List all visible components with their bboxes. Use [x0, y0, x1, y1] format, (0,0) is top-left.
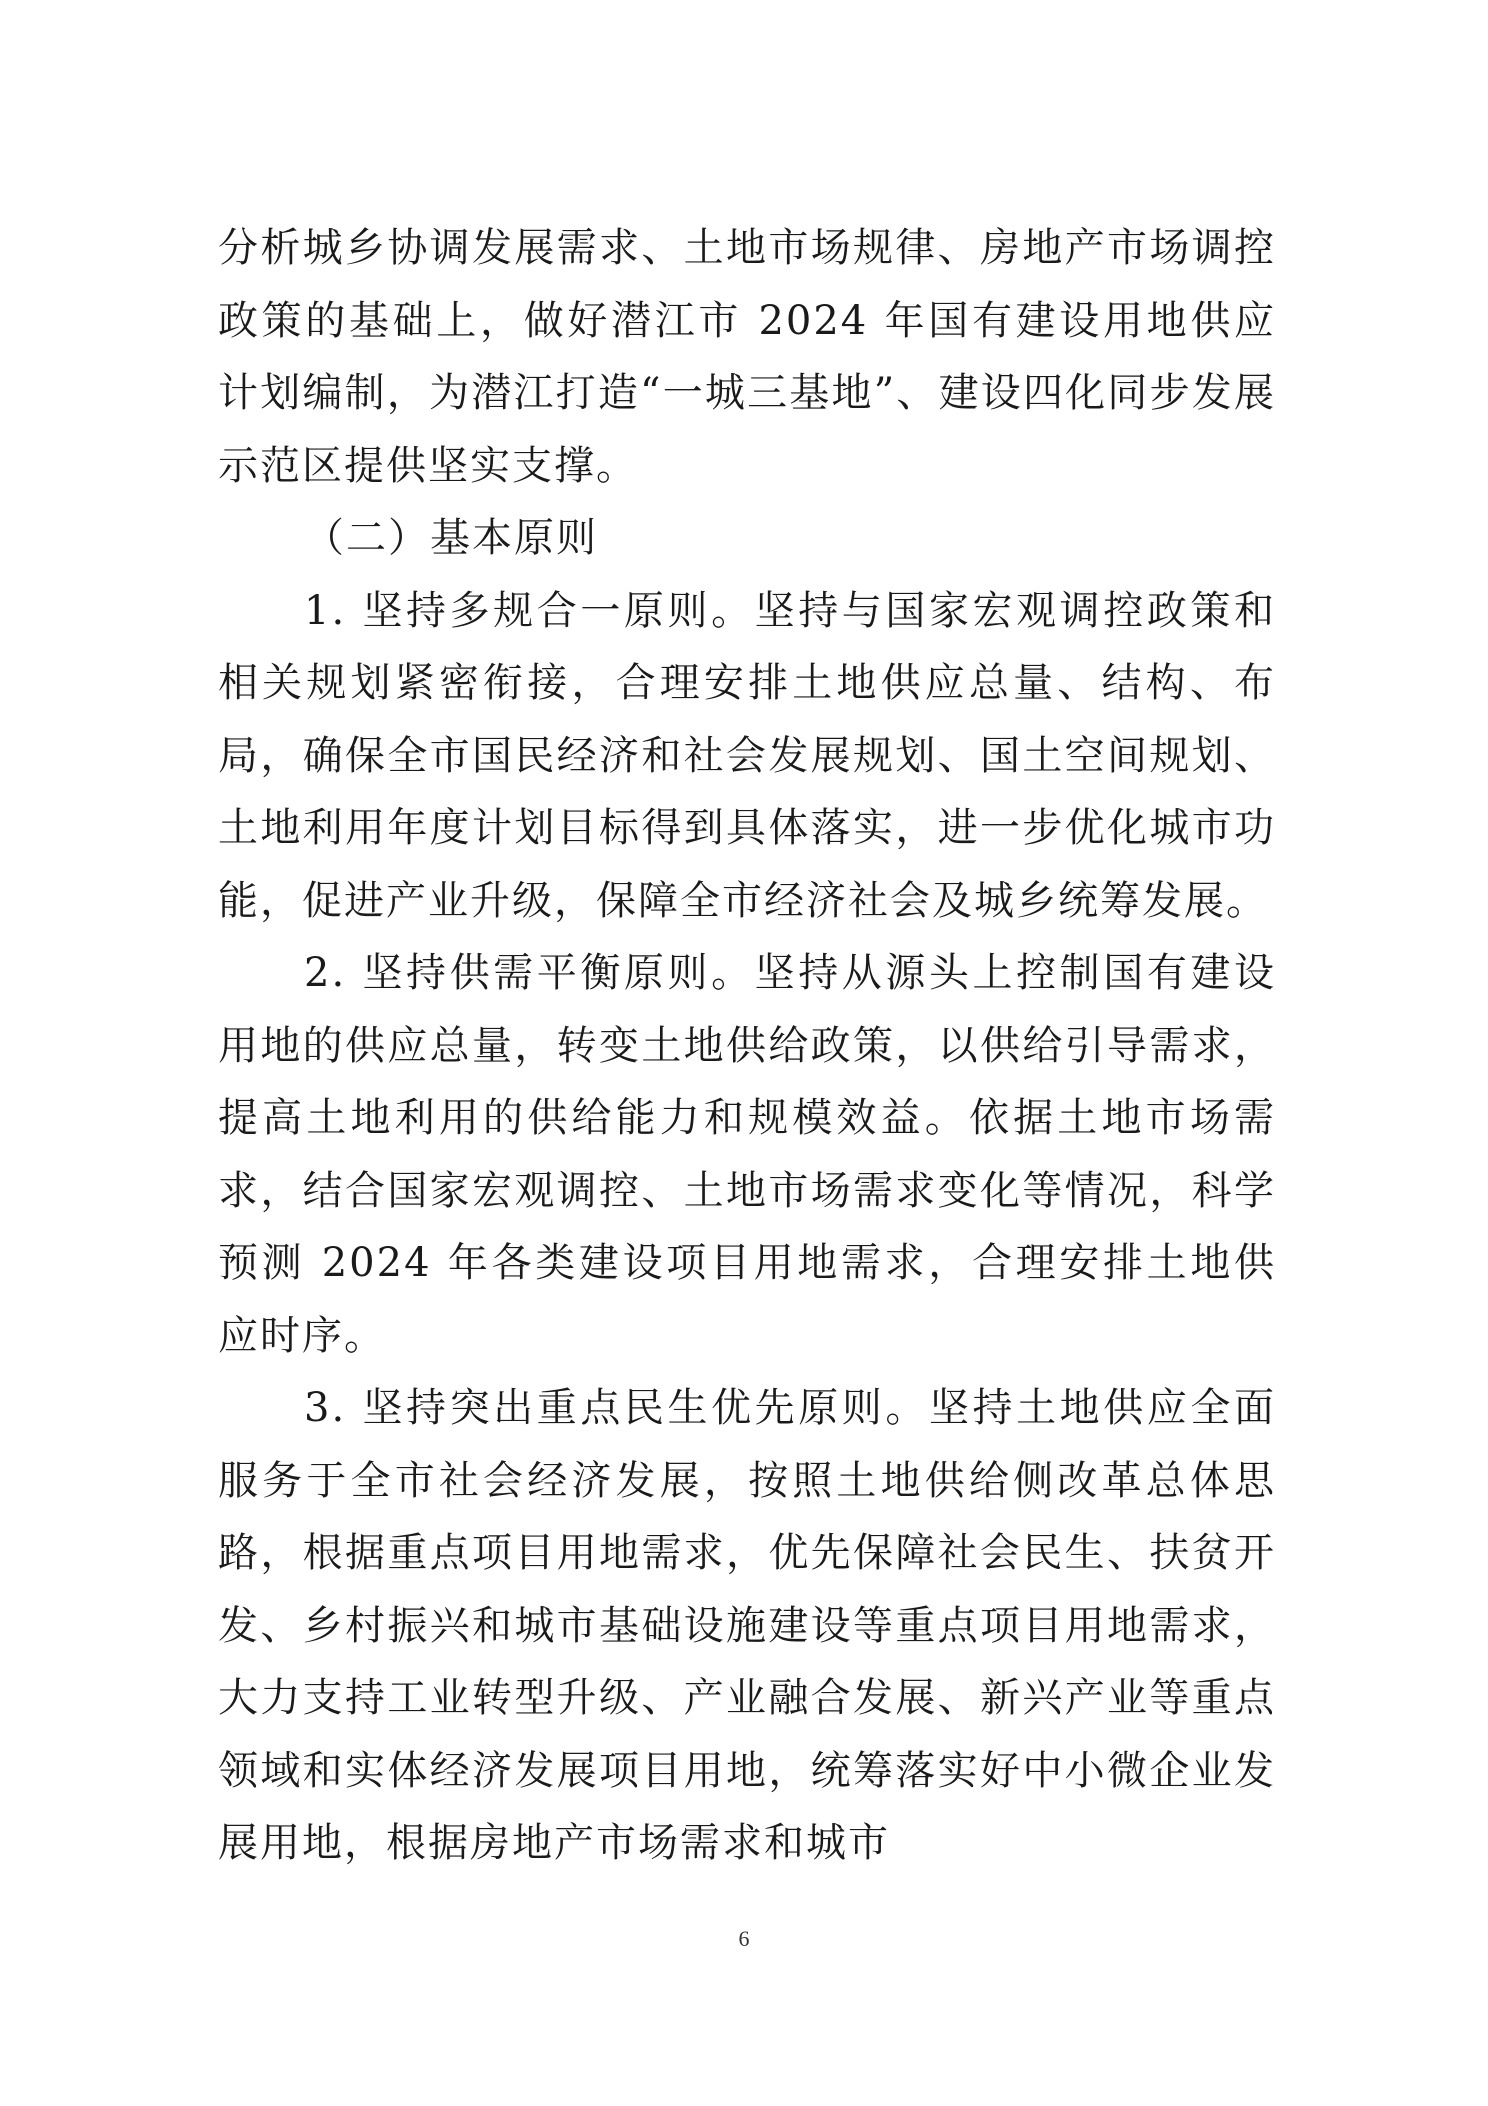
page-number: 6	[738, 1926, 750, 1951]
paragraph-principle-2: 2. 坚持供需平衡原则。坚持从源头上控制国有建设用地的供应总量，转变土地供给政策，以供给引导需求，提高土地利用的供给能力和规模效益。依据土地市场需求，结合国家宏观调控、土地市场需求变化等情况，科学预测 2024 年各类建设项目用地需求，合理安排土地供应时序。	[218, 950, 1276, 1359]
section-heading-basic-principles: （二）基本原则	[304, 515, 598, 561]
paragraph-principle-1: 1. 坚持多规合一原则。坚持与国家宏观调控政策和相关规划紧密衔接，合理安排土地供应总量、结构、布局，确保全市国民经济和社会发展规划、国土空间规划、土地利用年度计划目标得到具体落实，进一步优化城市功能，促进产业升级，保障全市经济社会及城乡统筹发展。	[218, 587, 1276, 924]
paragraph-intro-continued: 分析城乡协调发展需求、土地市场规律、房地产市场调控政策的基础上，做好潜江市 2024 年国有建设用地供应计划编制，为潜江打造“一城三基地”、建设四化同步发展示范区提供坚实支撑。	[218, 225, 1276, 489]
document-body	[218, 212, 1276, 1880]
paragraph-principle-3: 3. 坚持突出重点民生优先原则。坚持土地供应全面服务于全市社会经济发展，按照土地供给侧改革总体思路，根据重点项目用地需求，优先保障社会民生、扶贫开发、乡村振兴和城市基础设施建设等重点项目用地需求，大力支持工业转型升级、产业融合发展、新兴产业等重点领域和实体经济发展项目用地，统筹落实好中小微企业发展用地，根据房地产市场需求和城市	[218, 1385, 1276, 1866]
